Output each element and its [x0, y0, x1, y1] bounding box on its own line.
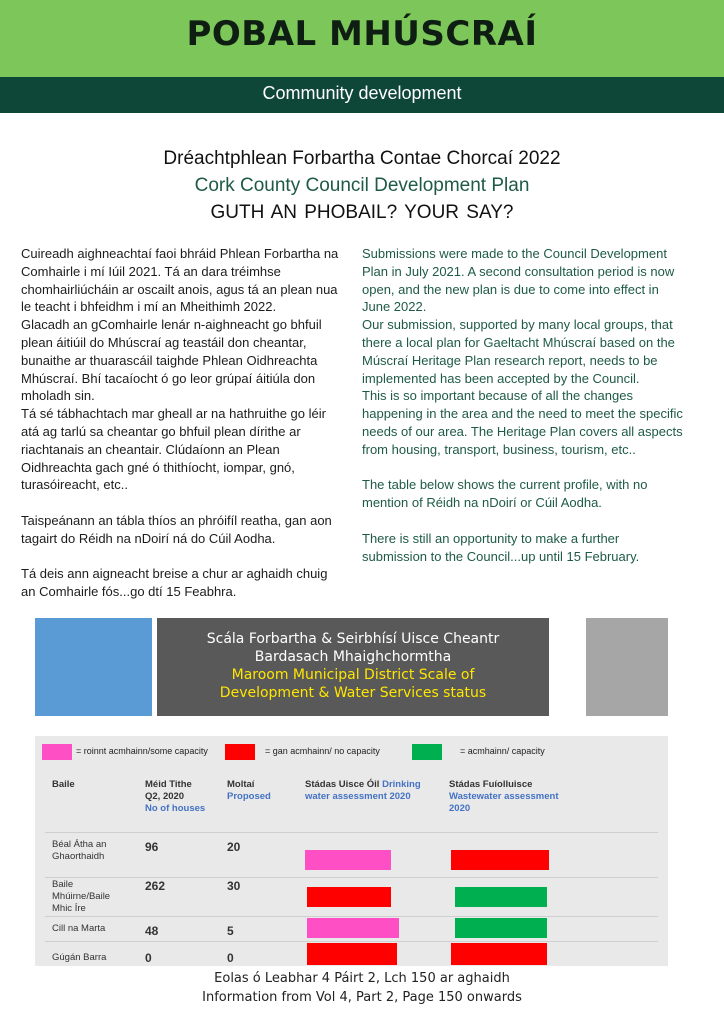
table-row-town: [52, 923, 105, 935]
legend-swatch-none: [225, 744, 255, 760]
column-header-waste: [449, 779, 558, 815]
table-row-proposed: 30: [227, 879, 241, 893]
column-header-houses-irish: Méid Tithe: [145, 779, 192, 790]
column-header-proposed-english: Proposed: [227, 791, 271, 802]
heading-irish: Dréachtphlean Forbartha Contae Chorcaí 2022: [163, 148, 561, 169]
heading-question: GUTH AN PHOBAIL? YOUR SAY?: [210, 202, 514, 223]
status-bar-drinking: [307, 918, 399, 938]
table-row-proposed: 5: [227, 924, 234, 938]
row-separator: [45, 916, 658, 917]
legend-label-capacity: = acmhainn/ capacity: [460, 746, 545, 756]
column-header-drinking-english-1: Drinking: [382, 779, 421, 790]
column-header-town: Baile: [52, 779, 75, 790]
capacity-table: [35, 736, 668, 966]
caption-irish: Eolas ó Leabhar 4 Páirt 2, Lch 150 ar aghaidh: [214, 971, 510, 986]
row-separator: [45, 877, 658, 878]
column-header-drinking: [305, 779, 421, 803]
table-row-town: [52, 879, 110, 915]
table-row-proposed: 0: [227, 951, 234, 965]
header-separator: [45, 832, 658, 833]
legend-label-none: = gan acmhainn/ no capacity: [265, 746, 380, 756]
town-line: Ghaorthaidh: [52, 851, 105, 862]
column-header-houses-english: No of houses: [145, 803, 206, 814]
table-row-proposed: 20: [227, 840, 241, 854]
page-subtitle: Community development: [262, 83, 462, 103]
town-line: Baile: [52, 879, 74, 890]
decorative-grey-box: [586, 618, 668, 716]
legend-label-some: = roinnt acmhainn/some capacity: [76, 746, 208, 756]
status-bar-waste: [451, 850, 549, 870]
table-row-town: [52, 952, 106, 964]
table-row-houses: 0: [145, 951, 152, 965]
column-header-proposed: [227, 779, 271, 803]
figure-title-box: [157, 618, 549, 716]
decorative-blue-box: [35, 618, 152, 716]
column-header-drinking-english-2: water assessment 2020: [305, 791, 411, 802]
table-row-houses: 96: [145, 840, 159, 854]
figure-title-english-1: Maroom Municipal District Scale of: [231, 667, 475, 683]
status-bar-drinking: [307, 943, 397, 965]
legend-swatch-capacity: [412, 744, 442, 760]
development-table-figure: [35, 618, 668, 966]
town-line: Gúgán Barra: [52, 952, 107, 963]
town-line: Mhúirne/Baile: [52, 891, 111, 902]
column-header-waste-english-2: 2020: [449, 803, 471, 814]
row-separator: [45, 941, 658, 942]
page-title: POBAL MHÚSCRAÍ: [186, 14, 538, 54]
figure-title-irish-1: Scála Forbartha & Seirbhísí Uisce Cheantr: [206, 631, 500, 647]
town-line: Béal Átha an: [52, 839, 107, 850]
table-row-houses: 48: [145, 924, 159, 938]
table-row-town: [52, 839, 106, 863]
status-bar-waste: [455, 918, 547, 938]
figure-title-irish-2: Bardasach Mhaighchormtha: [254, 649, 452, 665]
column-header-proposed-irish: Moltaí: [227, 779, 255, 790]
column-header-waste-english-1: Wastewater assessment: [449, 791, 559, 802]
column-header-drinking-irish: Stádas Uisce Óil: [305, 779, 380, 790]
caption-english: Information from Vol 4, Part 2, Page 150 onwards: [202, 990, 522, 1005]
status-bar-drinking: [307, 887, 391, 907]
figure-title-english-2: Development & Water Services status: [219, 685, 487, 701]
english-text-column: Submissions were made to the Council Development Plan in July 2021. A second consultation period is now open, and the new plan is due to come into effect in June 2022. Our submission, supported by many local groups, that there a local plan for Gaeltacht Mhúscraí based on the Múscraí Heritage Plan research report, needs to be implemented has been accepted by the Council. This is so important because of all the changes happening in the area and the need to meet the specific needs of our area. The Heritage Plan covers all aspects from housing, transport, business, tourism, etc.. The table below shows the current profile, with no mention of Réidh na nDoirí or Cúil Aodha. There is still an opportunity to make a further submission to the Council...up until 15 February.: [362, 246, 683, 564]
column-header-waste-irish: Stádas Fuíolluisce: [449, 779, 533, 790]
status-bar-drinking: [305, 850, 391, 870]
town-line: Cill na Marta: [52, 923, 106, 934]
column-header-houses: [145, 779, 205, 815]
irish-text-column: Cuireadh aighneachtaí faoi bhráid Phlean Forbartha na Comhairle i mí Iúil 2021. Tá an dara tréimhse chomhairliúcháin ar oscailt anois, agus tá an plean nua le teacht i bhfeidhm i mí an Mheithimh 2022. Glacadh an gComhairle lenár n-aighneacht go bhfuil plean áitiúil do Mhúscraí ag teastáil don cheantar, bunaithe ar thuarascáil taighde Phlean Oidhreachta Mhúscraí. Bhí tacaíocht ó go leor grúpaí áitiúla don mholadh sin. Tá sé tábhachtach mar gheall ar na hathruithe go léir atá ag tarlú sa cheantar go bhfuil plean dírithe ar riachtanais an cheantair. Clúdaíonn an Plean Oidhreachta gach gné ó thithíocht, iompar, gnó, turasóireacht, etc.. Taispeánann an tábla thíos an phróifíl reatha, gan aon tagairt do Réidh na nDoirí ná do Cúil Aodha. Tá deis ann aigneacht breise a chur ar aghaidh chuig an Comhairle fós...go dtí 15 Feabhra.: [21, 246, 339, 600]
town-line: Mhic Íre: [52, 903, 86, 914]
column-header-houses-q: Q2, 2020: [145, 791, 185, 802]
legend-swatch-some: [42, 744, 72, 760]
table-row-houses: 262: [145, 879, 166, 893]
heading-english: Cork County Council Development Plan: [194, 175, 530, 196]
status-bar-waste: [451, 943, 547, 965]
status-bar-waste: [455, 887, 547, 907]
